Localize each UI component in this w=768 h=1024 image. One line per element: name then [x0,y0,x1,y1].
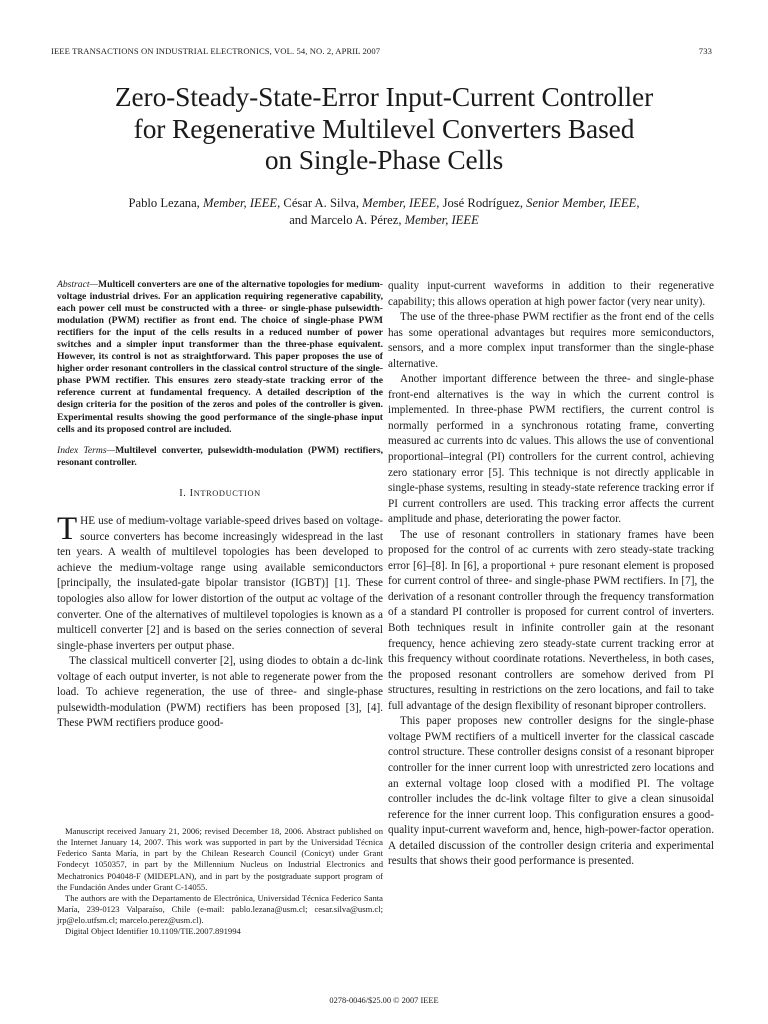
footnote-doi: Digital Object Identifier 10.1109/TIE.2007.891994 [65,926,241,937]
author-membership: Senior Member, IEEE, [526,196,640,210]
paper-title [40,82,728,177]
footnote [57,826,383,938]
footnote-manuscript: Manuscript received January 21, 2006; revised December 18, 2006. Abstract published on the Internet January 14, 2007. This work was supported in part by the Universidad Técnica Federico Santa María, in part by the Chilean Research Council (Conicyt) under Grant Fondecyt 1050357, in part by the Millennium Nucleus on Industrial Electronics and Mechatronics P04048-F (MIDEPLAN), and in part by the postgraduate support program of the Fundación Andes under Grant C-14055. [57,826,383,892]
abstract-lead: Abstract— [57,279,99,290]
author-name: and Marcelo A. Pérez, [289,213,405,227]
author-name: Pablo Lezana, [128,196,203,210]
left-column [57,279,383,732]
body-paragraph: The use of the three-phase PWM rectifier as the front end of the cells has some operational advantages but requires more semiconductors, sensors, and a more complex input transformer than the single-phase alternative. [388,311,714,370]
author-name: , César A. Silva, [277,196,363,210]
title-line: on Single-Phase Cells [264,145,504,175]
author-membership: Member, IEEE [202,196,278,210]
footnote-affiliation: The authors are with the Departamento de Electrónica, Universidad Técnica Federico Santa María, 239-0123 Valparaíso, Chile (e-mail: pablo.lezana@usm.cl; cesar.silva@usm.cl; jrp@elo.utfsm.cl; marcelo.perez@usm.cl). [57,892,383,926]
running-header [51,46,712,56]
index-terms-lead: Index Terms— [57,444,116,456]
author-membership: Member, IEEE [362,196,437,210]
abstract [57,279,383,436]
right-column [388,279,714,870]
intro-paragraph: The classical multicell converter [2], using diodes to obtain a dc-link voltage of each output inverter, is not able to regenerate power from the load. To achieve regeneration, the use of three- and single-phase pulsewidth-modulation (PWM) rectifiers has been proposed [3], [4]. These PWM rectifiers produce good- [57,655,383,730]
index-terms-text: Multilevel converter, pulsewidth-modulation (PWM) rectifiers, resonant controller. [57,444,383,468]
section-heading: I. INTRODUCTION [179,487,261,499]
index-terms [57,445,383,469]
body-paragraph: quality input-current waveforms in addition to their regenerative capability; this allows operation at high power factor (very near unity). [388,280,714,308]
body-paragraph: Another important difference between the three- and single-phase front-end alternatives is the way in which the current control is implemented. In three-phase PWM rectifiers, the current control is normally performed in a synchronous rotating frame, converting measured ac currents into dc values. This allows the use of conventional proportional–integral (PI) controllers for the current control, achieving zero stationary error [5]. This technique is not directly applicable in single-phase systems, resulting in steady-state reference tracking error if PI current controllers are used. This tracking error affects the current amplitude and phase, deteriorating the power factor. [388,373,714,526]
author-line-2 [40,212,728,229]
journal-name: IEEE TRANSACTIONS ON INDUSTRIAL ELECTRONICS, VOL. 54, NO. 2, APRIL 2007 [51,46,381,56]
page-number: 733 [698,46,712,56]
body-paragraph: This paper proposes new controller designs for the single-phase voltage PWM rectifiers of a multicell inverter for the classical cascade control structure. These controller designs consist of a resonant biproper controller for the inner current loop with unrestricted zero locations and an external voltage loop closed with a modified PI. The voltage controller includes the dc-link voltage filter to give a clean sinusoidal reference for the inner current loop. This configuration ensures a good-quality input-current waveform and, hence, high-power-factor operation. A detailed discussion of the controller design criteria and experimental results that shows their good performance is presented. [388,715,714,868]
author-list [40,195,728,229]
intro-paragraph: THE use of medium-voltage variable-speed drives based on voltage-source converters has become increasingly widespread in the last ten years. A wealth of multilevel topologies has been developed to achieve the medium-voltage range using available semiconductors [principally, the insulated-gate bipolar transistor (IGBT)] [1]. These topologies also allow for lower distortion of the output ac voltage of the converter. One of the alternatives of multilevel topologies is known as a multicell converter [2] and is based on the series connection of several single-phase inverters per output phase. [57,511,383,652]
title-line: Zero-Steady-State-Error Input-Current Controller [114,82,654,112]
drop-cap: T [57,511,78,548]
title-line: for Regenerative Multilevel Converters Based [133,113,635,144]
author-membership: Member, IEEE [404,213,479,227]
author-name: , José Rodríguez, [436,196,527,210]
copyright-footer: 0278-0046/$25.00 © 2007 IEEE [329,996,439,1005]
author-line-1 [40,195,728,212]
abstract-text: Multicell converters are one of the alternative topologies for medium-voltage industrial drives. For an application requiring regenerative capability, each power cell must be constructed with a three- or single-phase pulsewidth-modulation (PWM) rectifier as front end. The choice of single-phase PWM rectifiers for the input of the cells results in a reduced number of power switches and a simpler input transformer than the three-phase equivalent. However, its control is not as straightforward. This paper proposes the use of higher order resonant controllers in the classical control structure of the single-phase PWM rectifier. This ensures zero steady-state tracking error of the reference current at fundamental frequency. A detailed description of the design criteria for the position of the zeros and poles of the controller is given. Experimental results showing the good performance of the single-phase input cells and its proposed control are included. [57,279,383,435]
body-paragraph: The use of resonant controllers in stationary frames have been proposed for the control of ac currents with zero steady-state tracking error [6]–[8]. In [6], a proportional + pure resonant element is proposed for current control of three- and single-phase PWM rectifiers. In [7], the derivation of a resonant controller through the frequency transformation of a standard PI controller is proposed for current control of inverters. Both techniques result in infinite controller gain at the resonant frequency, hence achieving zero steady-state current tracking error at this frequency without coordinate rotations. Nevertheless, in both cases, the proposed resonant controllers are somehow derived from PI structures, resulting in restrictions on the zero locations, and fail to take full advantage of the design flexibility of resonant biproper controllers. [388,528,714,712]
